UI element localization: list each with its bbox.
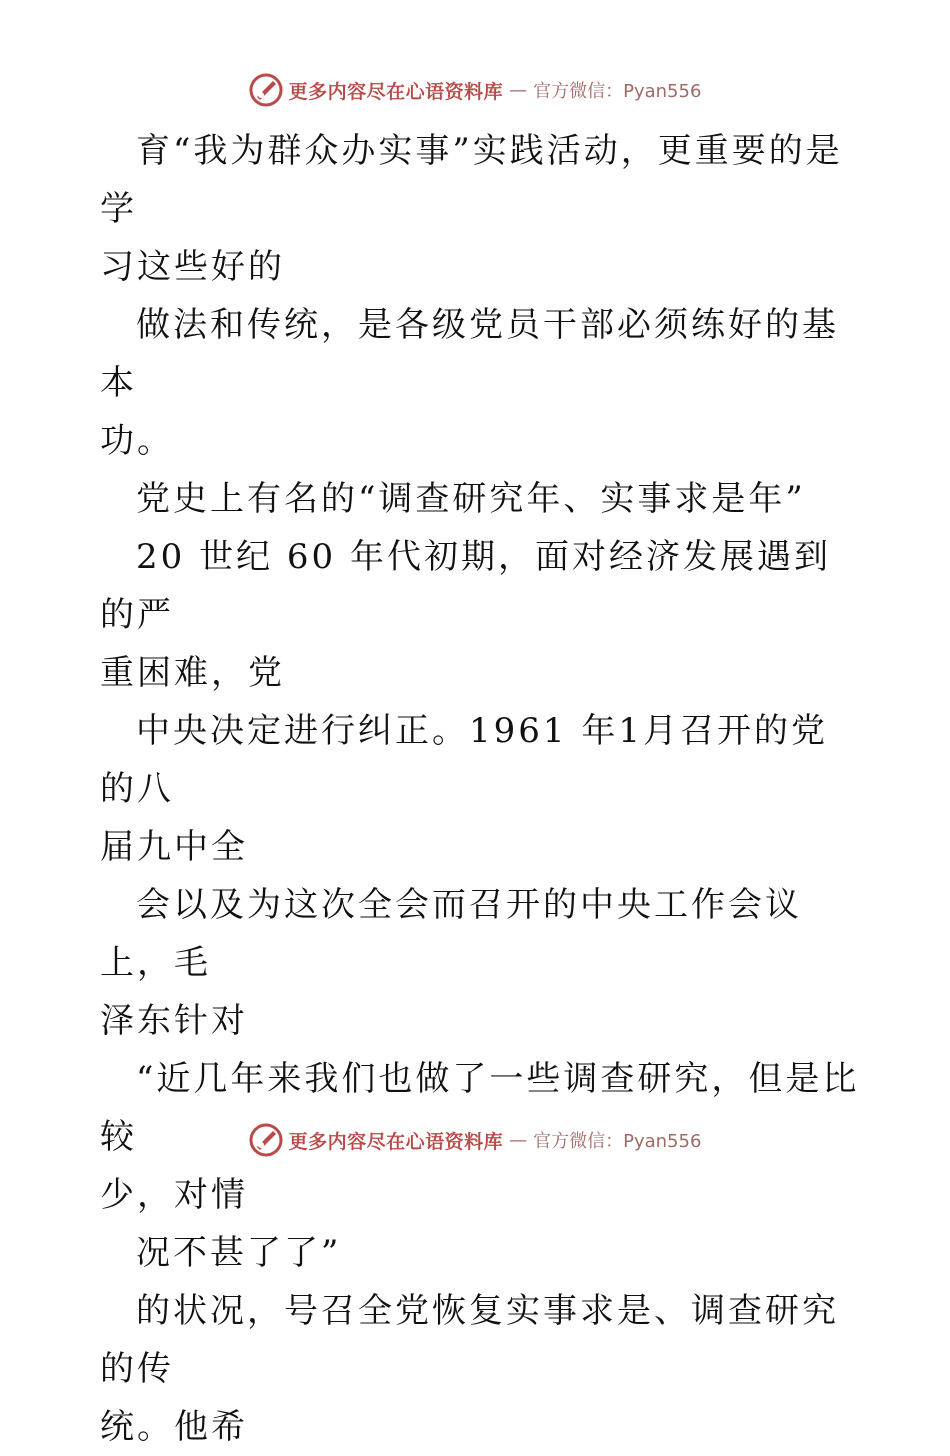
body-line-3: 做法和传统，是各级党员干部必须练好的基本 <box>100 305 839 403</box>
body-line-5: 党史上有名的“调查研究年、实事求是年” <box>136 479 806 519</box>
body-line-15: 的状况，号召全党恢复实事求是、调查研究的传 <box>100 1291 839 1389</box>
body-line-1: 育“我为群众办实事”实践活动，更重要的是学 <box>100 131 843 229</box>
watermark-wechat-text: 官方微信：Pyan556 <box>533 1131 702 1152</box>
body-line-7: 重困难，党 <box>100 653 285 693</box>
watermark-separator: — <box>509 1129 528 1151</box>
watermark-brand-text: 更多内容尽在心语资料库 <box>288 80 504 103</box>
brand-logo-icon <box>249 73 283 107</box>
watermark-brand-text: 更多内容尽在心语资料库 <box>288 1130 504 1153</box>
body-line-16: 统。他希 <box>100 1407 248 1447</box>
document-body <box>100 122 860 1456</box>
body-line-10: 会以及为这次全会而召开的中央工作会议上，毛 <box>100 885 802 983</box>
body-line-2: 习这些好的 <box>100 247 285 287</box>
watermark-separator: — <box>509 79 528 101</box>
body-line-4: 功。 <box>100 421 174 461</box>
body-line-14: 况不甚了了” <box>136 1233 342 1273</box>
body-line-11: 泽东针对 <box>100 1001 248 1041</box>
body-line-8: 中央决定进行纠正。1961 年1月召开的党的八 <box>100 711 828 809</box>
body-line-12: “近几年来我们也做了一些调查研究，但是比较 <box>100 1059 860 1157</box>
header-watermark <box>0 70 950 110</box>
brand-logo-icon <box>249 1123 283 1157</box>
body-line-13: 少，对情 <box>100 1175 248 1215</box>
body-line-9: 届九中全 <box>100 827 248 867</box>
body-line-6: 20 世纪 60 年代初期，面对经济发展遇到的严 <box>100 537 831 635</box>
footer-watermark <box>0 1120 950 1160</box>
watermark-wechat-text: 官方微信：Pyan556 <box>533 81 702 102</box>
